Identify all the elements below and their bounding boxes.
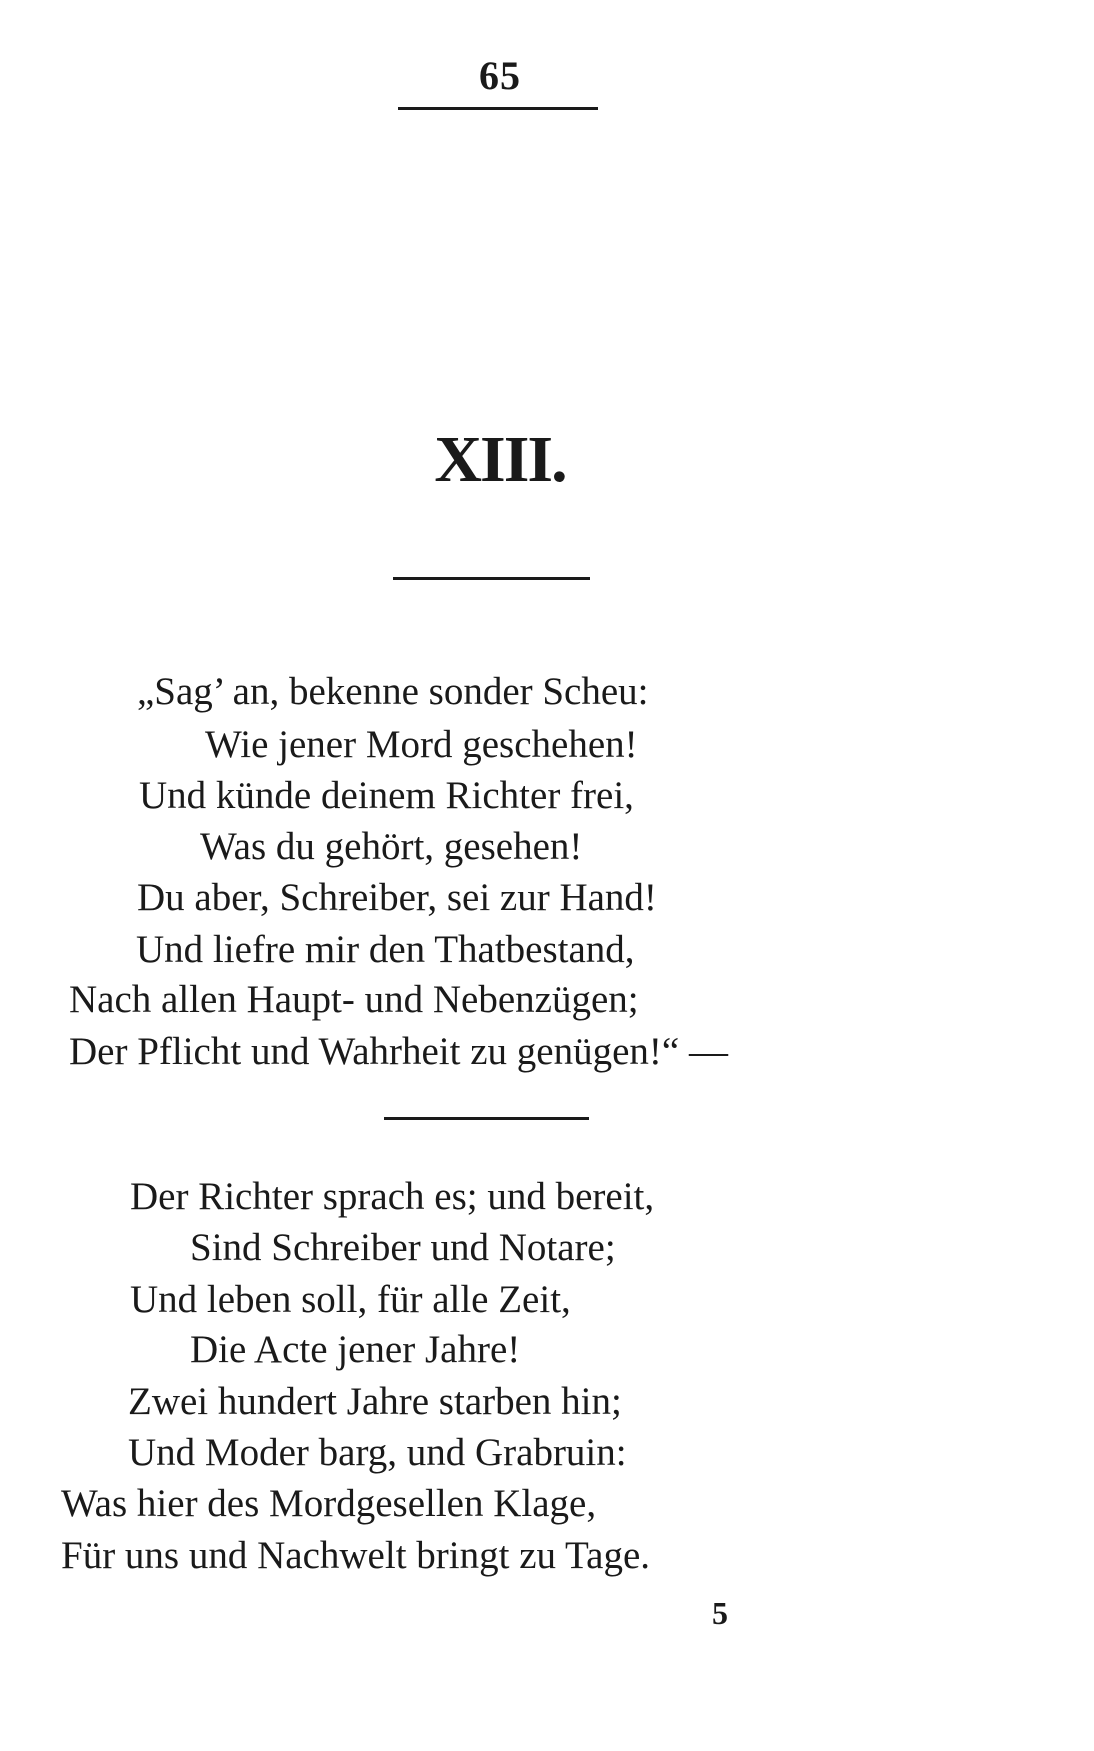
header-rule xyxy=(398,107,598,110)
verse-line: Der Pflicht und Wahrheit zu genügen!“ — xyxy=(69,1030,728,1073)
section-rule-2 xyxy=(384,1117,589,1120)
verse-line: Und leben soll, für alle Zeit, xyxy=(130,1278,571,1321)
verse-line: Was du gehört, gesehen! xyxy=(200,825,583,868)
section-rule-1 xyxy=(393,577,590,580)
chapter-title: XIII. xyxy=(434,423,566,496)
verse-line: Die Acte jener Jahre! xyxy=(190,1328,521,1371)
verse-line: Für uns und Nachwelt bringt zu Tage. xyxy=(61,1534,651,1577)
verse-line: Was hier des Mordgesellen Klage, xyxy=(61,1482,597,1525)
verse-line: Der Richter sprach es; und bereit, xyxy=(130,1175,655,1218)
verse-line: Und liefre mir den Thatbestand, xyxy=(136,928,635,971)
verse-line: Sind Schreiber und Notare; xyxy=(190,1226,616,1269)
verse-line: Und Moder barg, und Grabruin: xyxy=(128,1431,627,1474)
verse-line: Nach allen Haupt- und Nebenzügen; xyxy=(69,978,639,1021)
verse-line: Und künde deinem Richter frei, xyxy=(139,774,634,817)
page-number: 65 xyxy=(479,53,521,98)
signature-mark: 5 xyxy=(712,1595,728,1631)
verse-line: Zwei hundert Jahre starben hin; xyxy=(128,1380,622,1423)
verse-line: „Sag’ an, bekenne sonder Scheu: xyxy=(137,670,649,713)
verse-line: Du aber, Schreiber, sei zur Hand! xyxy=(137,876,657,919)
verse-line: Wie jener Mord geschehen! xyxy=(205,723,638,766)
